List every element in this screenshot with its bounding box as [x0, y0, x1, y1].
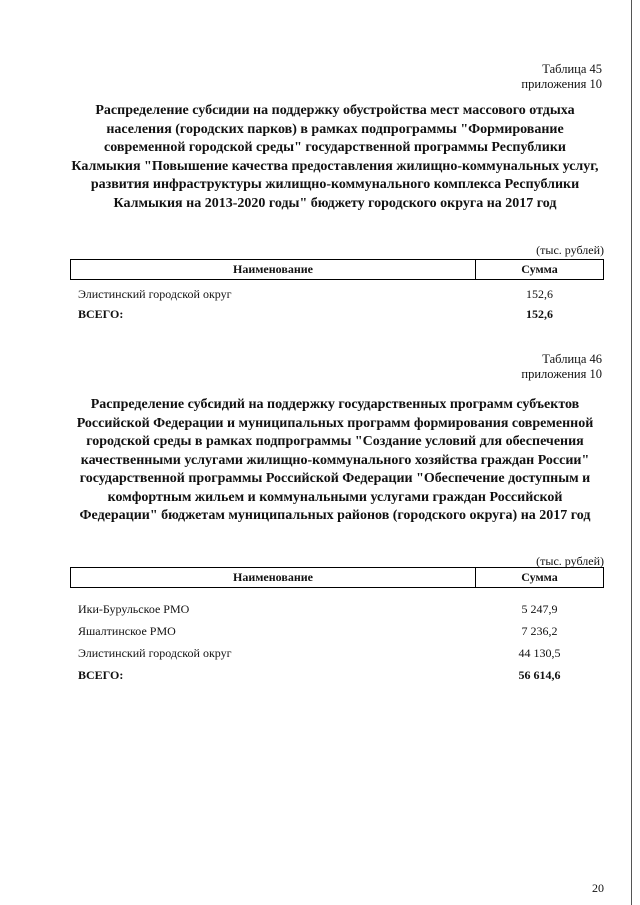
table45-caption-number: Таблица 45 [542, 62, 602, 76]
table46-unit-label: (тыс. рублей) [536, 554, 604, 568]
table-row [70, 643, 604, 663]
table45-total-row [70, 304, 604, 324]
table45-header-sum: Сумма [521, 262, 558, 276]
table46-caption [521, 352, 602, 382]
page-number: 20 [592, 881, 604, 895]
row-name: Элистинский городской округ [78, 287, 232, 301]
total-sum: 56 614,6 [518, 668, 561, 682]
table-row [70, 284, 604, 304]
table-row [70, 599, 604, 619]
table45-caption-appendix: приложения 10 [521, 77, 602, 91]
row-name: Элистинский городской округ [78, 646, 232, 660]
row-sum: 44 130,5 [518, 646, 561, 660]
row-sum: 5 247,9 [521, 602, 558, 616]
table46-header-sum: Сумма [521, 570, 558, 584]
table45-header-name: Наименование [71, 260, 476, 279]
table46-header-name: Наименование [71, 568, 476, 587]
row-name: Ики-Бурульское РМО [78, 602, 190, 616]
table46-header-row [70, 567, 604, 588]
total-sum: 152,6 [526, 307, 553, 321]
table46-total-row [70, 665, 604, 685]
table45-header-row [70, 259, 604, 280]
table45 [70, 259, 604, 324]
row-sum: 7 236,2 [521, 624, 558, 638]
total-label: ВСЕГО: [78, 307, 124, 321]
table45-caption [521, 62, 602, 92]
table46 [70, 567, 604, 685]
table45-title: Распределение субсидии на поддержку обустройства мест массового отдыха населения (городских парков) в рамках подпрограммы "Формирование современной городской среды" государственной программы Республики Калмыкия "Повышение качества предоставления жилищно-коммунальных услуг, развития инфраструктуры жилищно-коммунального комплекса Республики Калмыкия на 2013-2020 годы" бюджету городского округа на 2017 год [71, 103, 599, 211]
table46-title: Распределение субсидий на поддержку государственных программ субъектов Российской Федерации и муниципальных программ формирования современной городской среды в рамках подпрограммы "Создание условий для обеспечения качественными услугами жилищно-коммунального хозяйства граждан России" государственной программы Российской Федерации "Обеспечение доступным и комфортным жильем и коммунальными услугами граждан Российской Федерации" бюджетам муниципальных районов (городского округа) на 2017 год [76, 397, 594, 523]
table46-caption-appendix: приложения 10 [521, 367, 602, 381]
table46-caption-number: Таблица 46 [542, 352, 602, 366]
table45-unit-label: (тыс. рублей) [536, 243, 604, 257]
row-sum: 152,6 [526, 287, 553, 301]
table-row [70, 621, 604, 641]
row-name: Яшалтинское РМО [78, 624, 176, 638]
total-label: ВСЕГО: [78, 668, 124, 682]
page-edge-line [631, 0, 632, 905]
